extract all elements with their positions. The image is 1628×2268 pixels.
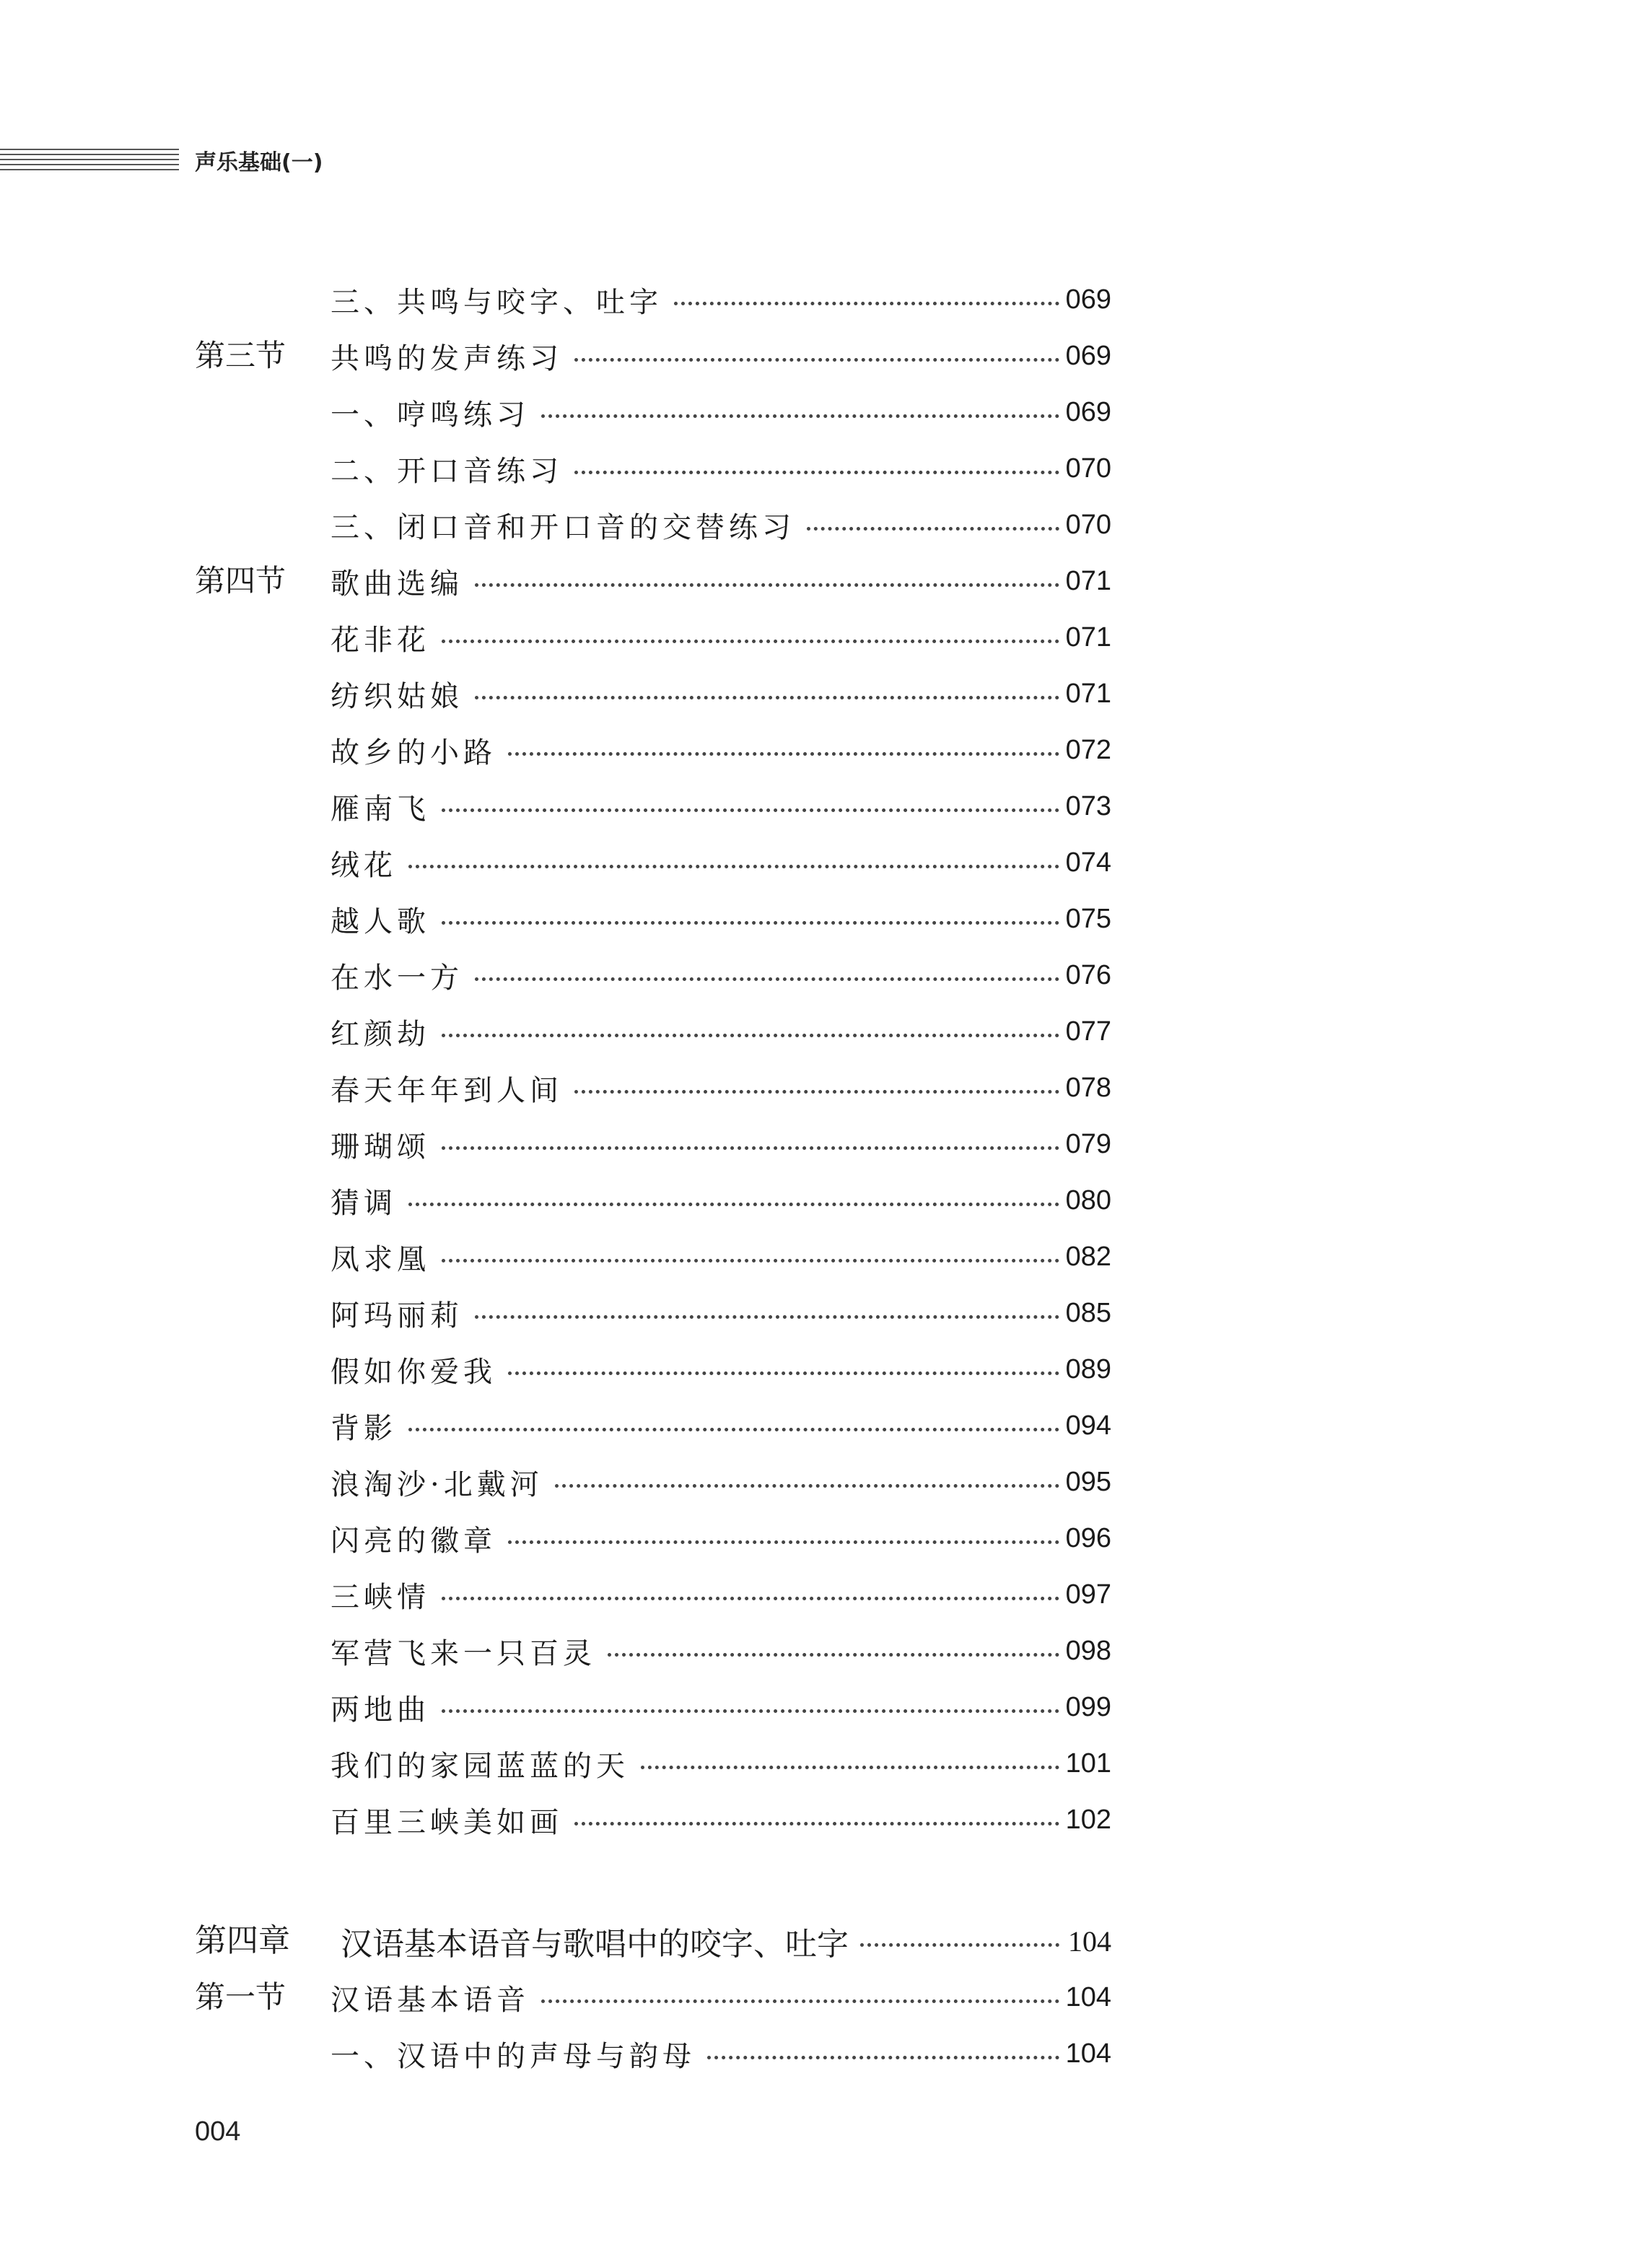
toc-entry-item[interactable]: [0, 1685, 1111, 1729]
toc-entry-label: 第三节: [195, 338, 286, 373]
toc-entry-title: 越人歌: [331, 904, 430, 938]
toc-entry-line: [331, 1122, 1111, 1166]
toc-entry-item[interactable]: [0, 391, 1111, 434]
dot-leader: [408, 863, 1059, 868]
toc-entry-item[interactable]: [0, 1798, 1111, 1841]
toc-entry-line: [331, 616, 1111, 659]
toc-entry-item[interactable]: [0, 1291, 1111, 1335]
toc-entry-item[interactable]: [0, 1179, 1111, 1222]
toc-entry-page: 097: [1065, 1579, 1111, 1610]
toc-entry-title: 闪亮的徽章: [331, 1524, 496, 1558]
toc-entry-page: 075: [1065, 903, 1111, 934]
toc-entry-title: 歌曲选编: [331, 567, 463, 601]
dot-leader: [442, 1032, 1059, 1037]
toc-entry-line: [331, 672, 1111, 715]
toc-entry-line: [331, 559, 1111, 603]
toc-entry-line: [331, 897, 1111, 941]
toc-entry-item[interactable]: [0, 672, 1111, 715]
dot-leader: [508, 751, 1059, 756]
toc-entry-title: 一、哼鸣练习: [331, 398, 530, 432]
toc-entry-item[interactable]: [0, 1517, 1111, 1560]
toc-entry-label: 第四章: [195, 1922, 290, 1959]
toc-entry-title: 凤求凰: [331, 1242, 430, 1276]
toc-entry-item[interactable]: [0, 785, 1111, 828]
toc-entry-title: 珊瑚颂: [331, 1130, 430, 1164]
toc-entry-page: 098: [1065, 1635, 1111, 1666]
dot-leader: [475, 694, 1059, 699]
toc-entry-item[interactable]: [0, 1235, 1111, 1278]
toc-entry-line: [331, 334, 1111, 378]
toc-entry-title: 春天年年到人间: [331, 1073, 563, 1107]
toc-entry-line: [331, 1348, 1111, 1391]
dot-leader: [442, 920, 1059, 925]
toc-entry-page: 085: [1065, 1297, 1111, 1328]
toc-entry-title: 一、汉语中的声母与韵母: [331, 2039, 696, 2073]
toc-entry-title: 百里三峡美如画: [331, 1805, 563, 1839]
toc-entry-line: [331, 785, 1111, 828]
dot-leader: [475, 582, 1059, 587]
toc-entry-title: 两地曲: [331, 1693, 430, 1727]
toc-entry-item[interactable]: [0, 1629, 1111, 1672]
toc-entry-line: [331, 1629, 1111, 1672]
toc-entry-page: 069: [1065, 284, 1111, 315]
toc-entry-item[interactable]: [0, 841, 1111, 884]
toc-entry-chapter[interactable]: [0, 1919, 1111, 1963]
toc-entry-title: 三、共鸣与咬字、吐字: [331, 285, 662, 319]
dot-leader: [442, 1595, 1059, 1600]
dot-leader: [475, 1314, 1059, 1319]
toc-entry-title: 二、开口音练习: [331, 454, 563, 488]
toc-entry-line: [331, 2032, 1111, 2075]
toc-entry-page: 104: [1068, 1924, 1111, 1958]
page-number: 004: [195, 2116, 241, 2147]
toc-entry-page: 102: [1065, 1804, 1111, 1835]
dot-leader: [574, 1820, 1059, 1826]
toc-entry-item[interactable]: [0, 503, 1111, 546]
toc-entry-line: [331, 503, 1111, 546]
toc-entry-page: 095: [1065, 1466, 1111, 1497]
toc-entry-line: [331, 728, 1111, 772]
dot-leader: [574, 1089, 1059, 1094]
toc-entry-title: 绒花: [331, 848, 397, 882]
toc-entry-page: 069: [1065, 340, 1111, 371]
toc-entry-section[interactable]: [0, 334, 1111, 378]
toc-entry-item[interactable]: [0, 1066, 1111, 1109]
dot-leader: [641, 1764, 1059, 1769]
toc-entry-item[interactable]: [0, 1010, 1111, 1053]
dot-leader: [442, 1708, 1059, 1713]
toc-entry-item[interactable]: [0, 616, 1111, 659]
toc-entry-item[interactable]: [0, 447, 1111, 490]
dot-leader: [408, 1426, 1059, 1431]
toc-entry-title: 阿玛丽莉: [331, 1299, 463, 1333]
toc-entry-page: 079: [1065, 1128, 1111, 1159]
toc-entry-title: 故乡的小路: [331, 736, 496, 769]
toc-entry-item[interactable]: [0, 897, 1111, 941]
toc-entry-line: [331, 1976, 1111, 2019]
header-rule-lines: [0, 149, 179, 178]
dot-leader: [574, 357, 1059, 362]
toc-entry-label: 第一节: [195, 1979, 286, 2015]
toc-entry-item[interactable]: [0, 2032, 1111, 2075]
toc-entry-page: 096: [1065, 1522, 1111, 1553]
toc-entry-title: 汉语基本语音: [331, 1983, 530, 2017]
toc-entry-section[interactable]: [0, 559, 1111, 603]
toc-entry-item[interactable]: [0, 1460, 1111, 1504]
toc-entry-label: 第四节: [195, 563, 286, 598]
toc-entry-item[interactable]: [0, 728, 1111, 772]
toc-entry-line: [331, 278, 1111, 321]
toc-entry-item[interactable]: [0, 954, 1111, 997]
toc-entry-line: [331, 1742, 1111, 1785]
toc-entry-page: 082: [1065, 1241, 1111, 1272]
dot-leader: [541, 1998, 1059, 2003]
toc-entry-line: [331, 447, 1111, 490]
toc-entry-page: 071: [1065, 621, 1111, 653]
toc-entry-title: 三、闭口音和开口音的交替练习: [331, 510, 795, 544]
dot-leader: [807, 525, 1059, 531]
toc-entry-page: 076: [1065, 959, 1111, 990]
dot-leader: [674, 300, 1059, 305]
toc-entry-line: [331, 1685, 1111, 1729]
dot-leader: [608, 1652, 1059, 1657]
dot-leader: [408, 1201, 1059, 1206]
toc-entry-line: [341, 1919, 1111, 1963]
dot-leader: [475, 976, 1059, 981]
toc-entry-section[interactable]: [0, 1976, 1111, 2019]
toc-entry-line: [331, 954, 1111, 997]
dot-leader: [442, 1257, 1059, 1262]
dot-leader: [442, 807, 1059, 812]
dot-leader: [508, 1539, 1059, 1544]
toc-entry-title: 三峡情: [331, 1580, 430, 1614]
toc-entry-item[interactable]: [0, 1348, 1111, 1391]
toc-entry-title: 红颜劫: [331, 1017, 430, 1051]
dot-leader: [442, 1145, 1059, 1150]
toc-entry-item[interactable]: [0, 1742, 1111, 1785]
toc-entry-page: 071: [1065, 678, 1111, 709]
toc-entry-title: 我们的家园蓝蓝的天: [331, 1749, 629, 1783]
toc-entry-line: [331, 1066, 1111, 1109]
toc-entry-title: 在水一方: [331, 961, 463, 995]
toc-entry-page: 104: [1065, 2038, 1111, 2069]
toc-entry-page: 078: [1065, 1072, 1111, 1103]
toc-entry-title: 雁南飞: [331, 792, 430, 826]
toc-entry-line: [331, 1179, 1111, 1222]
toc-entry-page: 070: [1065, 453, 1111, 484]
toc-entry-page: 080: [1065, 1185, 1111, 1216]
dot-leader: [442, 638, 1059, 643]
toc-entry-page: 099: [1065, 1691, 1111, 1722]
toc-entry-line: [331, 1517, 1111, 1560]
toc-entry-page: 069: [1065, 396, 1111, 427]
dot-leader: [555, 1483, 1059, 1488]
toc-entry-line: [331, 1404, 1111, 1447]
toc-entry-item[interactable]: [0, 1573, 1111, 1616]
toc-entry-title: 背影: [331, 1411, 397, 1445]
running-header-title: 声乐基础(一): [195, 150, 323, 175]
toc-entry-page: 071: [1065, 565, 1111, 596]
toc-entry-line: [331, 1798, 1111, 1841]
toc-entry-page: 094: [1065, 1410, 1111, 1441]
toc-entry-page: 073: [1065, 790, 1111, 821]
toc-entry-line: [331, 841, 1111, 884]
toc-entry-page: 072: [1065, 734, 1111, 765]
toc-entry-line: [331, 1235, 1111, 1278]
dot-leader: [541, 413, 1059, 418]
toc-entry-line: [331, 1010, 1111, 1053]
toc-entry-title: 假如你爱我: [331, 1355, 496, 1389]
toc-entry-title: 军营飞来一只百灵: [331, 1636, 596, 1670]
dot-leader: [574, 469, 1059, 474]
dot-leader: [860, 1942, 1059, 1947]
toc-entry-line: [331, 1460, 1111, 1504]
toc-entry-page: 089: [1065, 1353, 1111, 1384]
toc-entry-page: 101: [1065, 1748, 1111, 1779]
toc-entry-line: [331, 391, 1111, 434]
toc-entry-line: [331, 1573, 1111, 1616]
toc-entry-item[interactable]: [0, 1404, 1111, 1447]
toc-entry-title: 浪淘沙·北戴河: [331, 1467, 543, 1501]
toc-entry-page: 104: [1065, 1981, 1111, 2012]
toc-entry-title: 纺织姑娘: [331, 679, 463, 713]
toc-entry-item[interactable]: [0, 1122, 1111, 1166]
dot-leader: [707, 2054, 1059, 2059]
toc-entry-item[interactable]: [0, 278, 1111, 321]
dot-leader: [508, 1370, 1059, 1375]
toc-entry-line: [331, 1291, 1111, 1335]
toc-entry-page: 070: [1065, 509, 1111, 540]
toc-entry-title: 猜调: [331, 1186, 397, 1220]
toc-entry-title: 共鸣的发声练习: [331, 341, 563, 375]
toc-entry-title: 汉语基本语音与歌唱中的咬字、吐字: [341, 1926, 849, 1963]
toc-entry-title: 花非花: [331, 623, 430, 657]
toc-entry-page: 074: [1065, 847, 1111, 878]
toc-entry-page: 077: [1065, 1016, 1111, 1047]
